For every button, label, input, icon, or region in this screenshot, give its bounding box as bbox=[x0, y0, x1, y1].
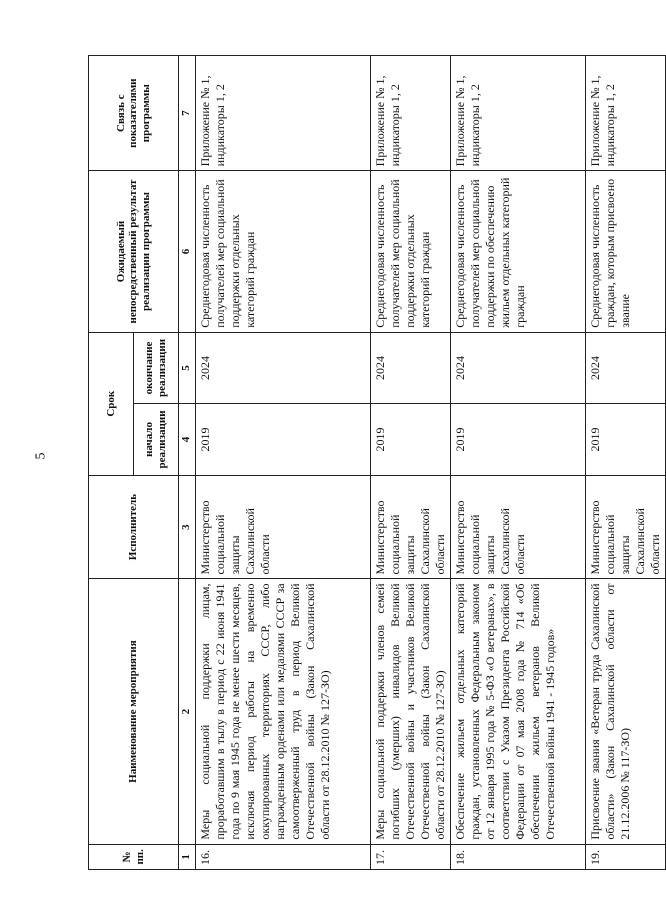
header-start: начало реализации bbox=[134, 404, 179, 475]
row-name: Обеспечение жильем отдельных категорий граждан, установленных Федеральным законом от 12 января 1995 года № 5-ФЗ «О ветеранах», в соответствии с Указом Президента Российской Федерации от 07 мая 2008 года № 714 «Об обеспечении жильем ветеранов Великой Отечественной войны 1941 - 1945 годов» bbox=[450, 579, 585, 844]
row-result: Среднегодовая численность получателей мер социальной поддержки по обеспечению жильем отдельных категорий граждан bbox=[450, 171, 585, 332]
row-start: 2019 bbox=[195, 404, 370, 475]
row-link: Приложение № 1, индикаторы 1, 2 bbox=[370, 56, 450, 171]
row-num: 19. bbox=[585, 844, 665, 869]
header-name: Наименование мероприятия bbox=[89, 579, 179, 844]
row-result: Среднегодовая численность получателей мер социальной поддержки отдельных категорий граждан bbox=[370, 171, 450, 332]
row-num: 18. bbox=[450, 844, 585, 869]
row-end: 2024 bbox=[450, 332, 585, 403]
row-executor: Министерство социальной защиты Сахалинской области bbox=[450, 475, 585, 579]
header-num: № пп. bbox=[89, 844, 179, 869]
row-start: 2019 bbox=[450, 404, 585, 475]
row-num: 17. bbox=[370, 844, 450, 869]
program-measures-table bbox=[88, 55, 666, 870]
header-link: Связь с показателями программы bbox=[89, 56, 179, 171]
row-end: 2024 bbox=[195, 332, 370, 403]
row-name: Меры социальной поддержки членов семей погибших (умерших) инвалидов Великой Отечественной войны и участников Великой Отечественной войны (Закон Сахалинской области от 28.12.2010 № 127-ЗО) bbox=[370, 579, 450, 844]
page-number: 5 bbox=[33, 452, 49, 460]
column-number: 1 bbox=[179, 844, 196, 869]
header-end: окончание реализации bbox=[134, 332, 179, 403]
header-executor: Исполнитель bbox=[89, 475, 179, 579]
table-row bbox=[370, 56, 450, 870]
row-executor: Министерство социальной защиты Сахалинской области bbox=[585, 475, 665, 579]
rotated-table-page bbox=[88, 55, 662, 870]
table-row bbox=[585, 56, 665, 870]
row-name: Меры социальной поддержки лицам, проработавшим в тылу в период с 22 июня 1941 года по 9 мая 1945 года не менее шести месяцев, исключая период работы на временно оккупированных территориях СССР, либо награжденным орденами или медалями СССР за самоотверженный труд в период Великой Отечественной войны (Закон Сахалинской области от 28.12.2010 № 127-ЗО) bbox=[195, 579, 370, 844]
row-result: Среднегодовая численность получателей мер социальной поддержки отдельных категорий граждан bbox=[195, 171, 370, 332]
row-start: 2019 bbox=[370, 404, 450, 475]
row-executor: Министерство социальной защиты Сахалинской области bbox=[370, 475, 450, 579]
row-link: Приложение № 1, индикаторы 1, 2 bbox=[585, 56, 665, 171]
row-end: 2024 bbox=[585, 332, 665, 403]
column-number: 7 bbox=[179, 56, 196, 171]
row-link: Приложение № 1, индикаторы 1, 2 bbox=[195, 56, 370, 171]
row-result: Среднегодовая численность граждан, которым присвоено звание bbox=[585, 171, 665, 332]
row-num: 16. bbox=[195, 844, 370, 869]
header-term: Срок bbox=[89, 332, 134, 475]
column-number: 2 bbox=[179, 579, 196, 844]
column-number: 4 bbox=[179, 404, 196, 475]
row-name: Присвоение звания «Ветеран труда Сахалинской области» (Закон Сахалинской области от 21.12.2006 № 117-ЗО) bbox=[585, 579, 665, 844]
column-number: 5 bbox=[179, 332, 196, 403]
row-start: 2019 bbox=[585, 404, 665, 475]
row-executor: Министерство социальной защиты Сахалинской области bbox=[195, 475, 370, 579]
column-numbers-row bbox=[179, 56, 196, 870]
header-result: Ожидаемый непосредственный результат реализации программы bbox=[89, 171, 179, 332]
row-link: Приложение № 1, индикаторы 1, 2 bbox=[450, 56, 585, 171]
row-end: 2024 bbox=[370, 332, 450, 403]
column-number: 3 bbox=[179, 475, 196, 579]
column-number: 6 bbox=[179, 171, 196, 332]
table-row bbox=[450, 56, 585, 870]
table-row bbox=[195, 56, 370, 870]
